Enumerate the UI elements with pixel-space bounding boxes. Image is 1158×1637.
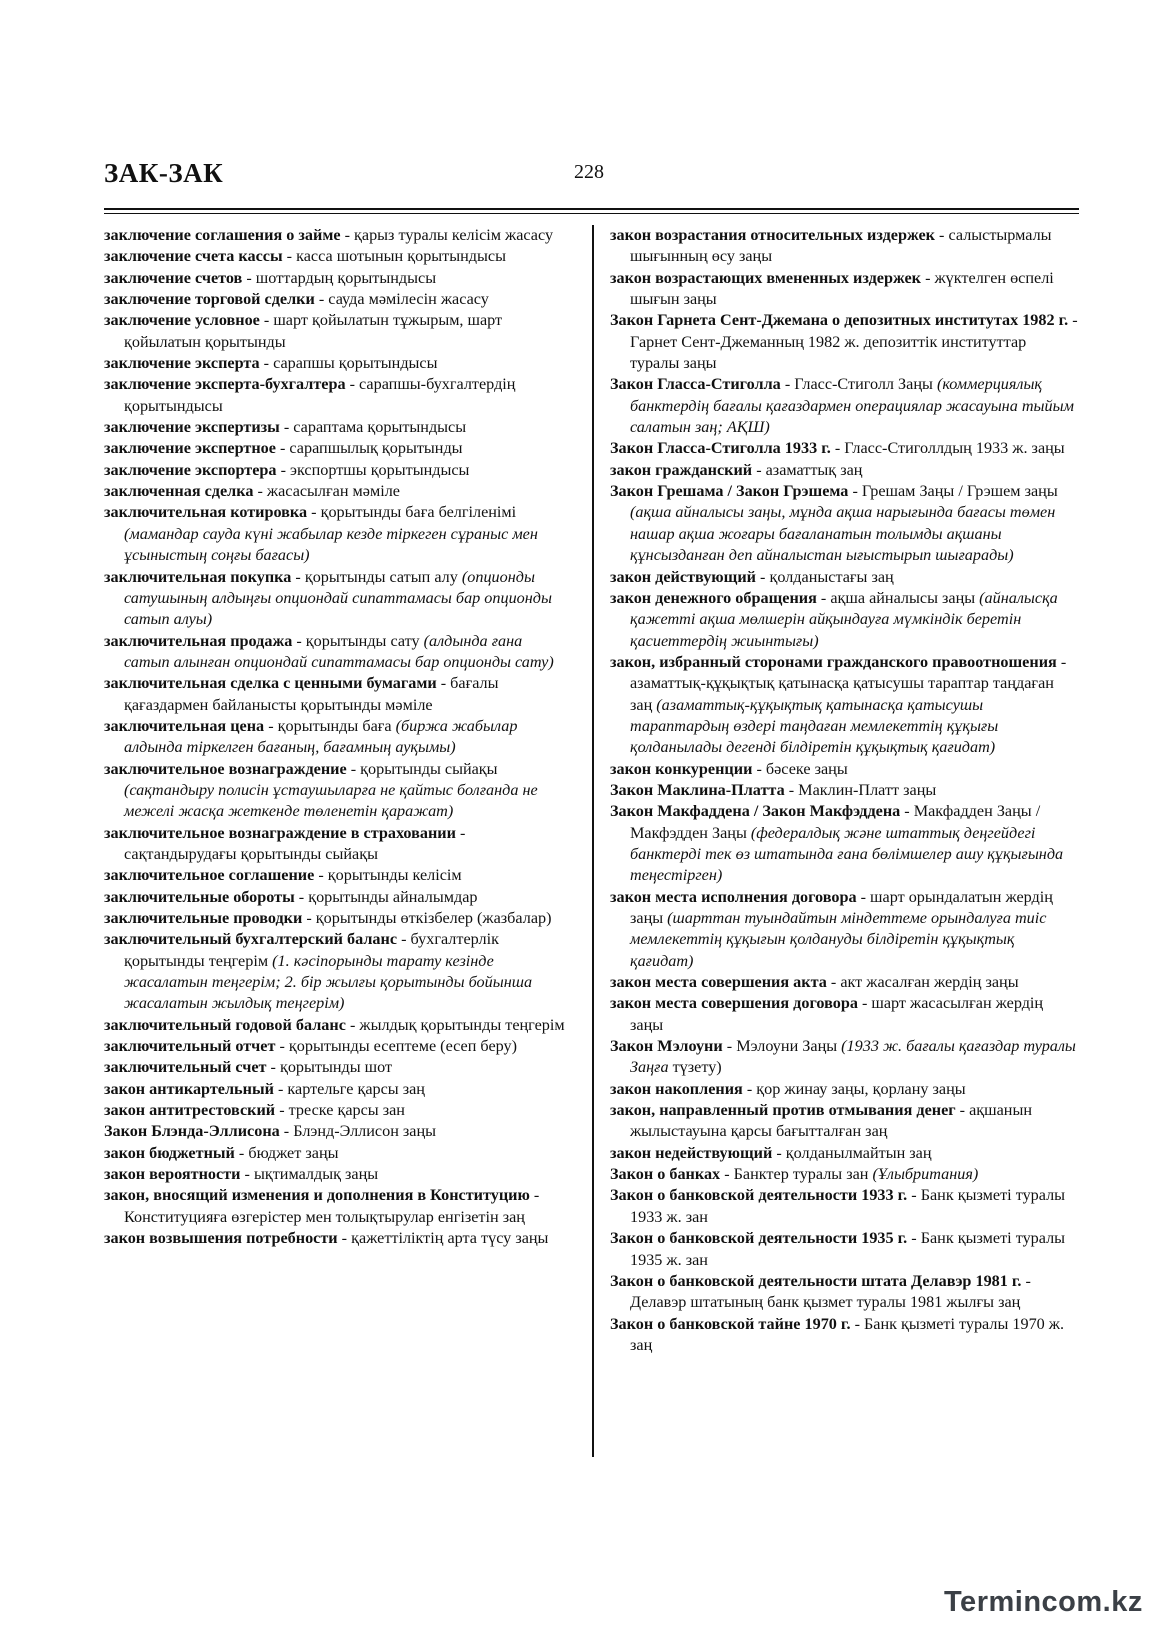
- dictionary-entry: [610, 567, 1078, 588]
- entry-note: (азаматтық-құқықтық қатынасқа қатысушы тараптардың өздері таңдаған мемлекеттің құқығы қолданылады дегенді білдіретін құқықтық қағидат): [630, 695, 999, 757]
- entry-note: (опционды сатушының алдыңғы опциондай сипаттамасы бар опционды сатып алуы): [124, 567, 552, 629]
- entry-term: закон действующий: [610, 567, 756, 586]
- logo-text: Termincom.kz: [944, 1586, 1143, 1618]
- dictionary-entry: [610, 1314, 1078, 1357]
- entry-term: Закон о банковской деятельности 1933 г.: [610, 1186, 908, 1205]
- dictionary-entry: [104, 1079, 570, 1100]
- entry-term: заключение счетов: [104, 268, 243, 287]
- entry-translation: - экспортшы қорытындысы: [276, 460, 470, 479]
- dictionary-entry: [104, 438, 570, 459]
- entry-translation: - жүктелген өспелі шығын заңы: [630, 268, 1054, 309]
- entry-note: (федералдық және штаттық деңгейдегі банктерді тек өз штатында ғана бөлімшелер ашу құқығында теңестірген): [630, 823, 1064, 885]
- entry-translation: - қорытынды сыйақы: [346, 759, 498, 778]
- entry-translation: - Банктер туралы зан: [720, 1165, 873, 1184]
- dictionary-entry: [104, 310, 570, 353]
- entry-term: заключительное вознаграждение в страховании: [104, 823, 456, 842]
- dictionary-entry: [610, 1079, 1078, 1100]
- dictionary-entry: [104, 1100, 570, 1121]
- dictionary-entry: [610, 460, 1078, 481]
- entry-term: закон вероятности: [104, 1165, 241, 1184]
- entry-note: (ақша айналысы заңы, мұнда ақша нарығында бағасы төмен нашар ақша жоғары бағаланатын толымды ақшаны құнсызданған деп айналыстан ығыстырып шығарады): [630, 503, 1056, 565]
- entry-term: заключительный годовой баланс: [104, 1015, 346, 1034]
- dictionary-entry: [104, 823, 570, 866]
- entry-term: заключительное вознаграждение: [104, 759, 347, 778]
- entry-translation: - Банк қызметі туралы 1935 ж. зан: [630, 1229, 1066, 1269]
- entry-translation: - Делавэр штатының банк қызмет туралы 1981 жылғы заң: [630, 1271, 1031, 1312]
- entry-term: заключительная цена: [104, 716, 265, 735]
- dictionary-entry: [104, 1015, 570, 1036]
- entry-translation: - жасасылған мәміле: [253, 482, 400, 501]
- dictionary-entry: [104, 929, 570, 1014]
- entry-term: заключительный счет: [104, 1058, 267, 1077]
- entry-translation: - Конституцияға өзгерістер мен толықтырулар енгізетін заң: [124, 1186, 540, 1226]
- entry-translation: - Гласс-Стиголл Заңы: [780, 375, 937, 394]
- entry-note: (коммерциялық банктердің бағалы қағаздармен операциялар жасауына тыйым салатын заң; АҚШ): [630, 375, 1074, 437]
- dictionary-entry: [104, 502, 570, 566]
- entry-translation: - салыстырмалы шығынның өсу заңы: [630, 226, 1052, 266]
- entry-term: заключение счета кассы: [104, 247, 283, 266]
- entry-translation: - қорытынды шот: [266, 1058, 393, 1077]
- entry-term: заключительная продажа: [104, 631, 293, 650]
- entry-translation: - қор жинау заңы, қорлану заңы: [742, 1079, 966, 1098]
- entry-translation: - треске қарсы зан: [275, 1101, 405, 1120]
- entry-translation: - шарт жасасылған жердің заңы: [630, 994, 1044, 1034]
- entry-translation: - ақшанын жылыстауына қарсы бағытталған заң: [630, 1101, 1033, 1141]
- entry-translation: - шоттардың қорытындысы: [242, 268, 437, 287]
- entry-translation: - Мэлоуни Заңы: [722, 1037, 842, 1056]
- dictionary-entry: [104, 460, 570, 481]
- entry-translation: - қорытынды сатып алу: [291, 567, 462, 586]
- entry-translation: - бәсеке заңы: [752, 759, 848, 778]
- entry-term: Закон Гласса-Стиголла: [610, 375, 781, 394]
- entry-term: Закон о банковской деятельности штата Делавэр 1981 г.: [610, 1271, 1022, 1290]
- entry-term: заключительная котировка: [104, 503, 308, 522]
- entry-translation: - қорытынды баға: [264, 716, 396, 735]
- entry-term: заключение эксперта: [104, 354, 260, 373]
- dictionary-entry: [104, 631, 570, 674]
- entry-term: закон, вносящий изменения и дополнения в Конституцию: [104, 1186, 530, 1205]
- column-divider: [592, 225, 594, 1457]
- entry-translation: - ықтималдық заңы: [240, 1165, 379, 1184]
- entry-term: закон места совершения акта: [610, 973, 827, 992]
- dictionary-entry: [610, 438, 1078, 459]
- entry-term: закон места совершения договора: [610, 994, 858, 1013]
- dictionary-entry: [610, 759, 1078, 780]
- entry-translation: - қарыз туралы келісім жасасу: [340, 226, 554, 244]
- dictionary-entry: [104, 567, 570, 631]
- dictionary-entry: [104, 268, 570, 289]
- entry-translation: - сарапшы қорытындысы: [259, 354, 438, 373]
- termincom-logo[interactable]: [944, 1586, 1143, 1619]
- entry-term: заключительное соглашение: [104, 866, 315, 885]
- entry-translation: - сараптама қорытындысы: [279, 418, 467, 437]
- entry-term: заключение соглашения о займе: [104, 226, 341, 244]
- entry-term: заключительная сделка с ценными бумагами: [104, 674, 437, 693]
- dictionary-entry: [104, 1164, 570, 1185]
- entry-term: заключение условное: [104, 311, 260, 330]
- entry-note: (1933 ж. бағалы қағаздар туралы Заңға: [630, 1037, 1076, 1077]
- entry-note: (1. кәсіпорынды тарату кезінде жасалатын теңгерім; 2. бір жылғы қорытынды бойынша жасалатын жылдық теңгерім): [124, 951, 533, 1013]
- entry-translation: - бюджет заңы: [234, 1143, 339, 1162]
- entry-term: Закон Макфаддена / Закон Макфэддена: [610, 802, 901, 821]
- entry-term: заключенная сделка: [104, 482, 254, 501]
- page-header-title: ЗАК-ЗАК: [104, 158, 224, 188]
- entry-term: заключительные обороты: [104, 887, 295, 906]
- dictionary-entry: [104, 1228, 570, 1249]
- dictionary-entry: [610, 887, 1078, 972]
- entry-translation: - сарапшы-бухгалтердің қорытындысы: [124, 375, 516, 415]
- dictionary-entry: [104, 1057, 570, 1078]
- entry-term: закон бюджетный: [104, 1143, 235, 1162]
- entry-note: (мамандар сауда күні жабылар кезде тіркеген сұраныс мен ұсыныстың соңғы бағасы): [124, 524, 538, 565]
- left-column: [104, 225, 570, 1250]
- entry-translation: - Банк қызметі туралы 1933 ж. зан: [630, 1186, 1066, 1226]
- entry-translation: - Грешам Заңы / Грэшем заңы: [848, 482, 1058, 501]
- entry-term: Закон Блэнда-Эллисона: [104, 1122, 280, 1141]
- dictionary-entry: [610, 972, 1078, 993]
- dictionary-entry: [610, 310, 1078, 374]
- dictionary-entry: [104, 246, 570, 267]
- entry-translation: - бухгалтерлік қорытынды теңгерім: [124, 930, 499, 970]
- dictionary-entry: [104, 289, 570, 310]
- dictionary-entry: [610, 268, 1078, 311]
- dictionary-entry: [610, 801, 1078, 886]
- dictionary-entry: [104, 716, 570, 759]
- entry-term: закон места исполнения договора: [610, 887, 857, 906]
- entry-term: Закон Мэлоуни: [610, 1037, 723, 1056]
- entry-term: закон накопления: [610, 1079, 743, 1098]
- dictionary-entry: [104, 1143, 570, 1164]
- entry-term: закон, направленный против отмывания денег: [610, 1101, 956, 1120]
- page-number: 228: [574, 161, 604, 183]
- entry-term: закон денежного обращения: [610, 588, 817, 607]
- entry-term: Закон о банковской тайне 1970 г.: [610, 1314, 851, 1333]
- dictionary-entry: [610, 1036, 1078, 1079]
- entry-term: Закон о банках: [610, 1165, 721, 1184]
- entry-translation: - Гласс-Стиголлдың 1933 ж. заңы: [830, 439, 1065, 458]
- entry-translation: - сарапшылық қорытынды: [275, 439, 463, 458]
- dictionary-entry: [104, 417, 570, 438]
- entry-term: заключительная покупка: [104, 567, 292, 586]
- entry-translation: - бағалы қағаздармен байланысты қорытынды мәміле: [124, 674, 499, 714]
- entry-term: заключение торговой сделки: [104, 290, 315, 309]
- entry-translation: - қорытынды есептеме (есеп беру): [275, 1037, 518, 1056]
- entry-translation: - қорытынды баға белгіленімі: [307, 503, 517, 522]
- entry-translation: - қолданылмайтын заң: [772, 1143, 932, 1162]
- dictionary-entry: [104, 481, 570, 502]
- dictionary-entry: [610, 780, 1078, 801]
- entry-translation: - қорытынды өткізбелер (жазбалар): [302, 909, 552, 927]
- dictionary-entry: [610, 374, 1078, 438]
- entry-term: заключительный отчет: [104, 1037, 276, 1056]
- dictionary-entry: [104, 1036, 570, 1057]
- entry-term: заключение эксперта-бухгалтера: [104, 375, 346, 394]
- dictionary-entry: [610, 588, 1078, 652]
- entry-translation: - қорытынды келісім: [314, 866, 462, 885]
- dictionary-entry: [104, 1121, 570, 1142]
- dictionary-entry: [610, 993, 1078, 1036]
- entry-translation: - қорытынды айналымдар: [294, 887, 478, 906]
- entry-translation: - азаматтық заң: [752, 460, 863, 479]
- entry-translation: - қолданыстағы заң: [756, 567, 894, 586]
- entry-note: (Ұлыбритания): [872, 1165, 979, 1184]
- dictionary-entry: [104, 374, 570, 417]
- dictionary-entry: [610, 1164, 1078, 1185]
- entry-translation: - Макфадден Заңы / Макфэдден Заңы: [630, 802, 1041, 842]
- entry-translation: - Гарнет Сент-Джеманның 1982 ж. депозиттік институттар туралы заңы: [630, 311, 1078, 373]
- entry-translation: - шарт орындалатын жердің заңы: [630, 887, 1053, 927]
- entry-translation: - ақша айналысы заңы: [816, 588, 980, 607]
- dictionary-entry: [610, 225, 1078, 268]
- entry-note: (алдында ғана сатып алынған опциондай сипаттамасы бар опционды сату): [124, 631, 554, 671]
- entry-term: заключительный бухгалтерский баланс: [104, 930, 398, 949]
- entry-term: закон возрастания относительных издержек: [610, 226, 935, 244]
- entry-note: (айналысқа қажетті ақша мөлшерін айқындауға мүмкіндік беретін қасиеттердің жиынтығы): [630, 588, 1058, 650]
- entry-term: Закон Гласса-Стиголла 1933 г.: [610, 439, 831, 458]
- header-rule-thin: [104, 213, 1079, 214]
- dictionary-entry: [104, 865, 570, 886]
- entry-translation: - акт жасалған жердің заңы: [826, 973, 1019, 992]
- entry-term: закон антикартельный: [104, 1079, 274, 1098]
- entry-term: закон возрастающих вмененных издержек: [610, 268, 922, 287]
- entry-term: закон недействующий: [610, 1143, 773, 1162]
- dictionary-entry: [104, 908, 570, 929]
- dictionary-entry: [610, 481, 1078, 566]
- dictionary-entry: [104, 353, 570, 374]
- dictionary-entry: [610, 1228, 1078, 1271]
- dictionary-entry: [610, 1143, 1078, 1164]
- entry-term: закон возвышения потребности: [104, 1229, 338, 1248]
- header-rule-thick: [104, 208, 1079, 210]
- entry-tail: түзету): [668, 1058, 722, 1077]
- entry-translation: - жылдық қорытынды теңгерім: [345, 1015, 565, 1034]
- entry-term: закон гражданский: [610, 460, 753, 479]
- dictionary-entry: [104, 673, 570, 716]
- entry-term: Закон Маклина-Платта: [610, 780, 785, 799]
- entry-translation: - азаматтық-құқықтық қатынасқа қатысушы тараптар таңдаған заң: [630, 652, 1067, 714]
- entry-term: Закон Грешама / Закон Грэшема: [610, 482, 849, 501]
- entry-term: заключение экспертное: [104, 439, 276, 458]
- dictionary-entry: [104, 1185, 570, 1228]
- dictionary-entry: [104, 887, 570, 908]
- dictionary-entry: [104, 759, 570, 823]
- right-column: [610, 225, 1078, 1356]
- entry-translation: - Банк қызметі туралы 1970 ж. заң: [630, 1314, 1065, 1354]
- dictionary-entry: [610, 652, 1078, 759]
- entry-term: Закон Гарнета Сент-Джемана о депозитных институтах 1982 г.: [610, 311, 1069, 330]
- dictionary-entry: [610, 1271, 1078, 1314]
- entry-term: закон, избранный сторонами гражданского правоотношения: [610, 652, 1057, 671]
- entry-term: заключение экспортера: [104, 460, 277, 479]
- entry-translation: - касса шотынын қорытындысы: [282, 247, 506, 266]
- entry-translation: - қажеттіліктің арта түсу заңы: [337, 1229, 549, 1248]
- entry-translation: - картельге қарсы заң: [273, 1079, 425, 1098]
- entry-translation: - қорытынды сату: [292, 631, 424, 650]
- entry-term: заключительные проводки: [104, 909, 303, 927]
- entry-translation: - сауда мәмілесін жасасу: [314, 290, 489, 309]
- dictionary-entry: [104, 225, 570, 246]
- entry-term: заключение экспертизы: [104, 418, 280, 437]
- entry-translation: - Маклин-Платт заңы: [784, 780, 937, 799]
- entry-note: (биржа жабылар алдында тіркелген бағаның, бағамның ауқымы): [124, 716, 518, 757]
- entry-translation: - Блэнд-Эллисон заңы: [279, 1122, 437, 1141]
- entry-note: (сақтандыру полисін ұстаушыларға не қайтыс болғанда не межелі жасқа жеткенде төленетін қаражат): [124, 780, 538, 821]
- dictionary-entry: [610, 1100, 1078, 1143]
- entry-term: закон конкуренции: [610, 759, 753, 778]
- entry-term: Закон о банковской деятельности 1935 г.: [610, 1229, 908, 1248]
- entry-translation: - сақтандырудағы қорытынды сыйақы: [124, 823, 466, 863]
- entry-note: (шарттан туындайтын міндеттеме орындалуға тиіс мемлекеттің құқығын қолдануды білдіретін құқықтық қағидат): [630, 909, 1047, 970]
- entry-term: закон антитрестовский: [104, 1101, 276, 1120]
- dictionary-entry: [610, 1185, 1078, 1228]
- entry-translation: - шарт қойылатын тұжырым, шарт қойылатын қорытынды: [124, 311, 503, 351]
